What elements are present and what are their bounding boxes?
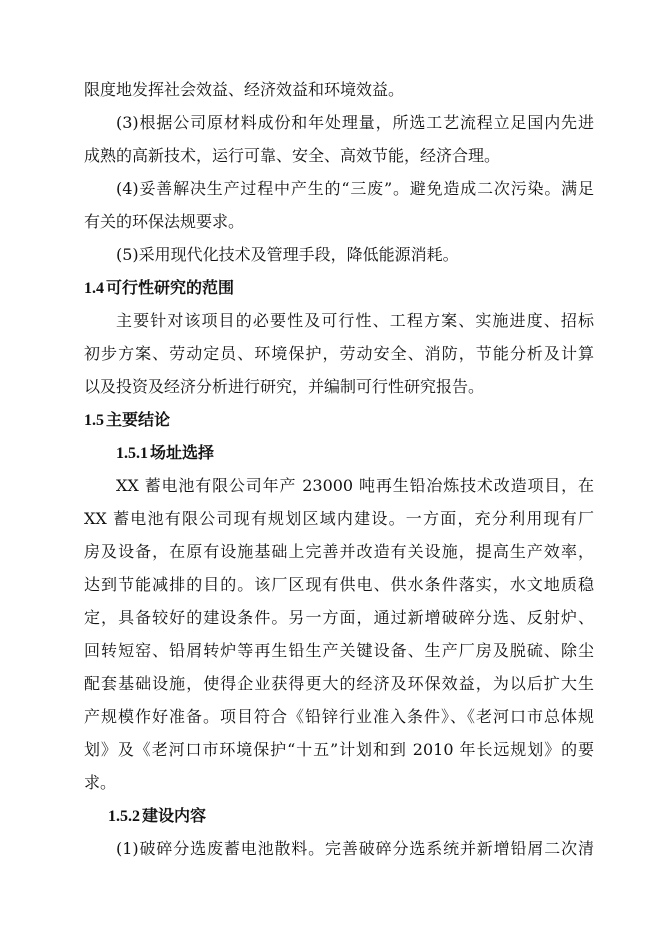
paragraph-line: (5)采用现代化技术及管理手段，降低能源消耗。 — [116, 245, 459, 264]
paragraph-line: 房及设备，在原有设施基础上完善并改造有关设施，提高生产效率， — [84, 542, 594, 561]
heading-number: 1.5 — [84, 412, 104, 429]
section-heading-1-4 — [84, 276, 234, 301]
heading-number: 1.5.2 — [108, 808, 140, 825]
paragraph-line: 划》及《老河口市环境保护“十五”计划和到 2010 年长远规划》的要 — [84, 740, 594, 759]
section-heading-1-5 — [84, 408, 170, 433]
heading-text: 可行性研究的范围 — [106, 278, 235, 297]
heading-number: 1.4 — [84, 280, 104, 297]
heading-number: 1.5.1 — [116, 445, 148, 462]
heading-text: 场址选择 — [150, 443, 215, 462]
section-heading-1-5-2 — [108, 804, 206, 829]
paragraph-line: 配套基础设施，使得企业获得更大的经济及环保效益，为以后扩大生 — [84, 674, 594, 693]
paragraph-line: 达到节能减排的目的。该厂区现有供电、供水条件落实，水文地质稳 — [84, 575, 594, 594]
paragraph-line: 成熟的高新技术，运行可靠、安全、高效节能，经济合理。 — [84, 146, 501, 165]
section-heading-1-5-1 — [116, 441, 214, 466]
paragraph-line: 产规模作好准备。项目符合《铅锌行业准入条件》、《老河口市总体规 — [84, 707, 594, 726]
paragraph-line: (3)根据公司原材料成份和年处理量，所选工艺流程立足国内先进 — [116, 113, 594, 132]
paragraph-line: 有关的环保法规要求。 — [84, 212, 245, 231]
heading-text: 建设内容 — [142, 806, 207, 825]
paragraph-line: 主要针对该项目的必要性及可行性、工程方案、实施进度、招标 — [116, 311, 594, 330]
paragraph-line: 以及投资及经济分析进行研究，并编制可行性研究报告。 — [84, 377, 485, 396]
paragraph-line: (1)破碎分选废蓄电池散料。完善破碎分选系统并新增铅屑二次清 — [116, 839, 594, 858]
paragraph-line: XX 蓄电池有限公司现有规划区域内建设。一方面，充分利用现有厂 — [84, 509, 594, 528]
paragraph-line: (4)妥善解决生产过程中产生的“三废”。避免造成二次污染。满足 — [116, 179, 594, 198]
paragraph-line: 回转短窑、铅屑转炉等再生铅生产关键设备、生产厂房及脱硫、除尘 — [84, 641, 594, 660]
paragraph-line: XX 蓄电池有限公司年产 23000 吨再生铅冶炼技术改造项目，在 — [116, 476, 594, 495]
paragraph-line: 求。 — [84, 773, 117, 792]
heading-text: 主要结论 — [106, 410, 171, 429]
paragraph-line: 初步方案、劳动定员、环境保护，劳动安全、消防，节能分析及计算 — [84, 344, 594, 363]
paragraph-line: 限度地发挥社会效益、经济效益和环境效益。 — [84, 80, 405, 99]
paragraph-line: 定，具备较好的建设条件。另一方面，通过新增破碎分选、反射炉、 — [84, 608, 594, 627]
